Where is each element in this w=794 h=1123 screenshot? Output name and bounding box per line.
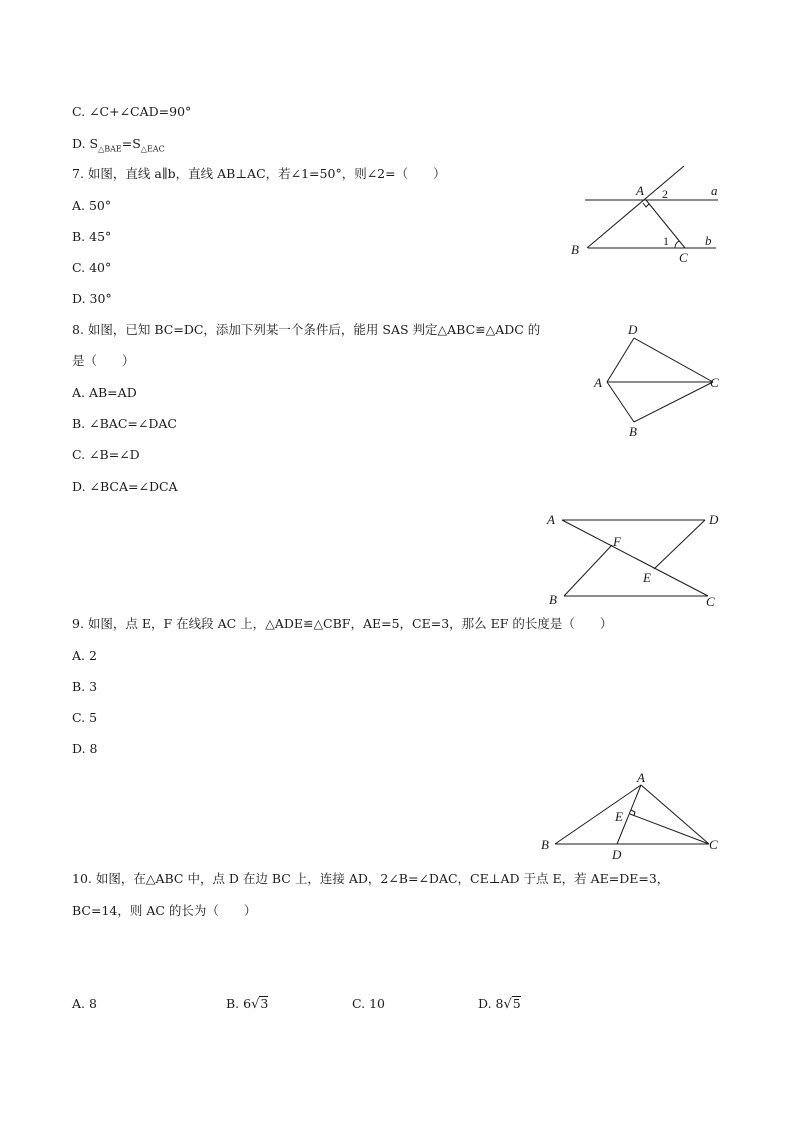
q6-option-d-prefix: D. S [72,136,99,151]
q8-option-c: C. ∠B=∠D [72,447,140,462]
q9-label-a: A [547,512,555,527]
q10-figure [535,768,725,864]
q10-label-c: C [709,837,718,852]
q7-line-ab [587,166,684,248]
q6-option-d-eq: =S [121,136,141,151]
q10-option-b-label: B. [226,996,240,1011]
q9-line-ac [562,520,708,596]
q9-option-b: B. 3 [72,679,98,694]
q9-label-d: D [709,512,719,527]
q10-option-d-coef: 8 [495,996,504,1011]
q10-option-a: A. 8 [72,996,97,1011]
q7-option-c: C. 40° [72,260,112,275]
q10-option-b-radicand: 3 [260,996,269,1011]
q7-option-d: D. 30° [72,291,112,306]
q6-option-c: C. ∠C+∠CAD=90° [72,104,192,119]
q7-option-b: B. 45° [72,229,112,244]
q9-label-c: C [706,594,715,609]
q8-option-a: A. AB=AD [72,385,137,400]
q8-label-d: D [628,322,638,337]
q8-line-bc [634,382,713,422]
q10-label-b: B [541,837,549,852]
q9-label-b: B [549,592,557,607]
q7-label-line-b: b [705,233,712,248]
q6-option-d [72,136,165,158]
q10-option-d-radicand: 5 [512,996,521,1011]
q10-option-d-label: D. [478,996,492,1011]
q6-option-d-sub1: △BAE [98,144,122,154]
q8-option-b: B. ∠BAC=∠DAC [72,416,177,431]
q10-line-ac [641,785,709,844]
q9-option-d: D. 8 [72,741,98,756]
q10-option-b-coef: 6 [243,996,252,1011]
q7-figure [560,160,730,270]
q6-option-d-sub2: △EAC [140,144,165,154]
q8-line-dc [634,338,713,382]
q7-right-angle-mark [643,203,649,207]
q8-label-a: A [594,375,602,390]
q7-label-line-a: a [711,183,718,198]
q10-option-b: B. 6√3 [226,996,269,1012]
q8-option-d: D. ∠BCA=∠DCA [72,479,178,494]
q10-label-e: E [615,809,623,824]
q9-stem: 9. 如图，点 E，F 在线段 AC 上，△ADE≌△CBF，AE=5，CE=3，那么 EF 的长度是（ ） [72,616,613,631]
q10-line-ce [630,814,709,844]
q8-label-c: C [710,375,719,390]
q8-line-ab [607,382,634,422]
q10-option-d: D. 8√5 [478,996,521,1012]
q7-angle1-arc [675,241,679,248]
q9-figure [540,508,730,610]
q9-label-e: E [643,570,651,585]
q10-line-ab [555,785,641,844]
q8-stem-line1: 8. 如图，已知 BC=DC，添加下列某一个条件后，能用 SAS 判定△ABC≌△ADC 的 [72,322,541,337]
q10-label-d: D [612,847,622,862]
q9-label-f: F [613,534,621,549]
q9-line-de [654,520,705,569]
q10-stem-line1: 10. 如图，在△ABC 中，点 D 在边 BC 上，连接 AD，2∠B=∠DAC，CE⊥AD 于点 E，若 AE=DE=3， [72,871,670,886]
q8-figure [585,318,725,443]
q8-label-b: B [629,424,637,439]
q7-label-c-point: C [679,250,688,265]
q9-option-a: A. 2 [72,648,97,663]
q7-label-angle1: 1 [663,234,669,248]
q9-line-bf [564,545,612,596]
q10-label-a: A [637,770,645,785]
q7-option-a: A. 50° [72,198,112,213]
q10-option-c: C. 10 [352,996,385,1011]
q7-label-angle2: 2 [662,187,668,201]
q10-stem-line2: BC=14，则 AC 的长为（ ） [72,903,257,918]
q8-line-ad [607,338,634,382]
q7-label-b-point: B [571,242,579,257]
q9-option-c: C. 5 [72,710,98,725]
q7-stem: 7. 如图，直线 a∥b，直线 AB⊥AC，若∠1=50°，则∠2=（ ） [72,166,446,181]
q7-label-a-point: A [636,183,644,198]
q8-stem-line2: 是（ ） [72,353,135,368]
